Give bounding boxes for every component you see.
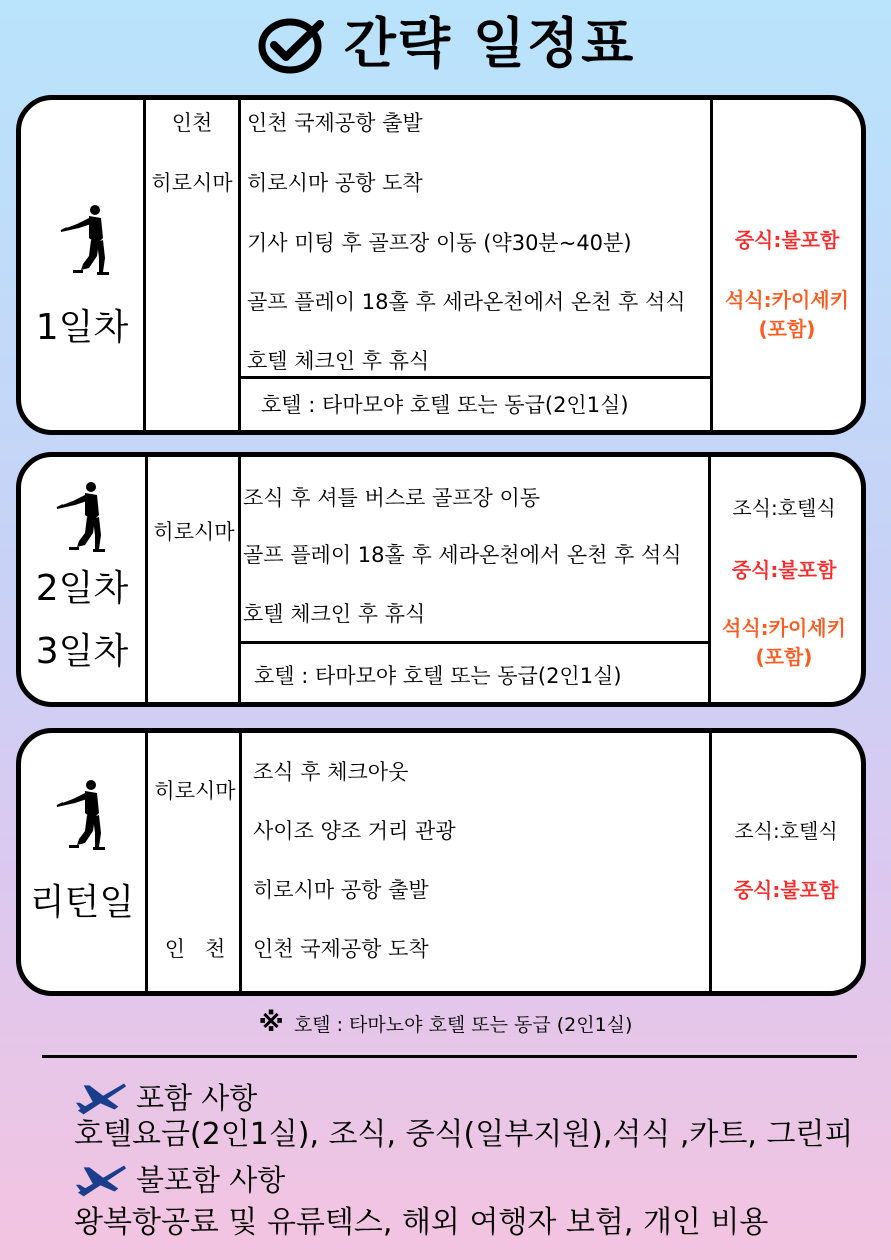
schedule-item: 히로시마 공항 출발	[253, 878, 429, 902]
place-label: 히로시마	[154, 779, 236, 803]
schedule-item: 인천 국제공항 출발	[247, 111, 423, 135]
excluded-heading-text: 불포함 사항	[136, 1163, 286, 1197]
excluded-heading	[74, 1158, 285, 1199]
schedule-item: 골프 플레이 18홀 후 세라온천에서 온천 후 석식	[243, 543, 682, 567]
meal-dinner: 석식:카이세키	[722, 616, 846, 640]
day-label: 1일차	[35, 307, 129, 348]
schedule-item: 호텔 체크인 후 휴식	[243, 602, 426, 626]
day-label: 2일차	[35, 568, 129, 609]
place-label: 히로시마	[151, 171, 233, 195]
meal-lunch: 중식:불포함	[731, 558, 837, 582]
meal-lunch: 중식:불포함	[734, 228, 840, 252]
included-text: 호텔요금(2인1실), 조식, 중식(일부지원),석식 ,카트, 그린피	[74, 1117, 854, 1152]
golfer-icon	[59, 204, 121, 278]
day-label: 리턴일	[29, 882, 135, 923]
hotel-info: 호텔 : 타마모야 호텔 또는 동급(2인1실)	[254, 664, 622, 688]
schedule-item: 호텔 체크인 후 휴식	[247, 349, 430, 373]
place-label: 히로시마	[153, 520, 235, 544]
return-day-card	[16, 728, 866, 996]
meal-dinner-note: (포함)	[758, 317, 816, 341]
day-label: 3일차	[35, 631, 129, 672]
schedule-item: 인천 국제공항 도착	[253, 937, 429, 961]
schedule-item: 골프 플레이 18홀 후 세라온천에서 온천 후 석식	[247, 290, 686, 314]
excluded-text: 왕복항공료 및 유류텍스, 해외 여행자 보험, 개인 비용	[74, 1205, 769, 1240]
divider	[42, 1055, 857, 1058]
hotel-note-text: 호텔 : 타마노야 호텔 또는 동급 (2인1실)	[293, 1013, 633, 1036]
check-circle-icon	[256, 14, 330, 74]
schedule-item: 히로시마 공항 도착	[247, 171, 423, 195]
meal-breakfast: 조식:호텔식	[734, 819, 838, 843]
airplane-icon	[74, 1077, 128, 1117]
hotel-info: 호텔 : 타마모야 호텔 또는 동급(2인1실)	[261, 393, 629, 417]
schedule-item: 사이조 양조 거리 관광	[253, 819, 456, 843]
golfer-icon	[55, 779, 117, 853]
airplane-icon	[74, 1159, 128, 1199]
golfer-icon	[55, 481, 117, 555]
schedule-item: 조식 후 셔틀 버스로 골프장 이동	[243, 486, 541, 510]
schedule-item: 기사 미팅 후 골프장 이동 (약30분~40분)	[247, 231, 632, 255]
page-header	[0, 8, 891, 80]
hotel-note	[0, 1008, 891, 1038]
meal-dinner-note: (포함)	[755, 645, 813, 669]
page-title: 간략 일정표	[343, 12, 636, 75]
schedule-item: 조식 후 체크아웃	[253, 760, 409, 784]
included-heading	[74, 1076, 257, 1117]
meal-lunch: 중식:불포함	[733, 878, 839, 902]
meal-breakfast: 조식:호텔식	[732, 496, 836, 520]
place-label: 인 천	[164, 937, 226, 961]
meal-dinner: 석식:카이세키	[725, 288, 849, 312]
included-heading-text: 포함 사항	[136, 1081, 258, 1115]
reference-mark-icon: ※	[258, 1008, 284, 1038]
day2-3-card	[16, 452, 866, 707]
day1-card	[16, 95, 866, 435]
place-label: 인천	[171, 111, 213, 135]
